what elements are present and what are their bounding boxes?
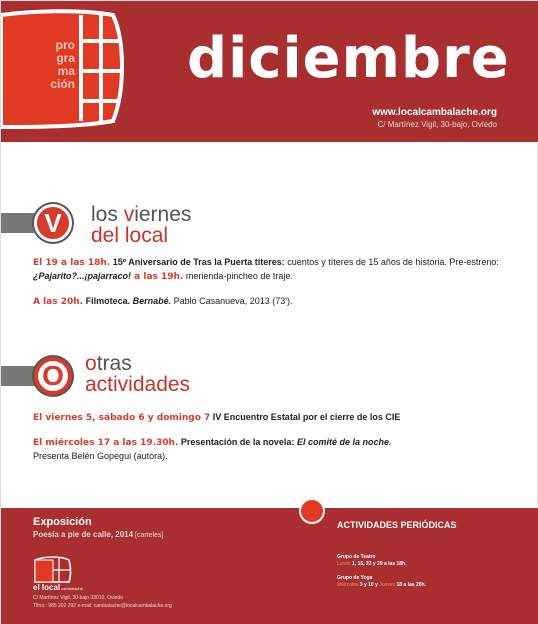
group-name: Grupo de Teatro [337, 554, 376, 560]
viernes-event-2 [33, 295, 503, 309]
expo-subtitle [33, 530, 163, 539]
group-schedule [337, 582, 426, 588]
event-desc: Presenta Belén Gopegui (autora). [33, 451, 168, 461]
prog-line: ma [57, 64, 75, 78]
title-highlight: o [85, 352, 97, 375]
schedule-dates: 3 y 10 y [359, 582, 380, 588]
event-name: IV Encuentro Estatal por el cierre de los CIE [210, 412, 401, 422]
contact-line: Tlfno.: 985 202 292 e-mail: cambalache@localcambalache.org [33, 603, 172, 609]
event-date: El viernes 5, sábado 6 y domingo 7 [33, 413, 211, 423]
expo-name: Poesía a pie de calle, 2014 [33, 530, 134, 539]
circle-decoration [299, 498, 325, 524]
schedule-dates: 18 a las 20h. [396, 582, 426, 588]
title-text: iernes [134, 203, 192, 226]
prog-line: ción [50, 77, 75, 91]
address-line: C/ Martínez Vigil, 30-bajo 33010, Oviedo [33, 595, 123, 601]
event-desc: Pablo Casanueva, 2013 (73'). [171, 296, 293, 306]
event-title: ¿Pajarito?...¡pajarraco! [33, 271, 132, 281]
expo-title: Exposición [33, 516, 92, 528]
viernes-title-line2: del local [91, 224, 169, 247]
schedule-day: Lunes [337, 561, 353, 567]
schedule-day: Jueves [379, 582, 397, 588]
local-name-text: el local [33, 583, 61, 592]
schedule-day: Miércoles [337, 582, 360, 588]
event-desc: cuentos y títeres de 15 años de historia. Pre-estreno: [284, 257, 499, 267]
prog-line: pro [55, 38, 75, 52]
event-name: 15º Aniversario de Tras la Puerta títeres: [110, 257, 285, 267]
group-schedule [337, 561, 407, 567]
local-logo-icon [33, 554, 73, 584]
otras-title-line2: actividades [85, 373, 191, 396]
otras-badge: O [34, 357, 72, 395]
title-text: tras [96, 352, 132, 375]
event-time: A las 20h. [33, 297, 84, 307]
footer-address [33, 594, 233, 610]
event-name: Presentación de la novela: [178, 437, 297, 447]
otras-title [85, 353, 190, 395]
actividades-title: ACTIVIDADES PERIÓDICAS [337, 520, 457, 530]
event-time: a las 19h. [131, 272, 184, 282]
expo-tag: [carteles] [133, 532, 164, 539]
actividades-list [337, 554, 517, 589]
website-link[interactable]: www.localcambalache.org [372, 107, 497, 118]
prog-line: gra [56, 51, 75, 65]
event-title: Bernabé. [130, 296, 172, 306]
group-name: Grupo de Yoga [337, 575, 373, 581]
schedule-dates: 1, 15, 22 y 29 a las 18h. [352, 561, 407, 567]
viernes-title [91, 204, 191, 246]
title-text: los [91, 203, 124, 226]
event-name: Filmoteca. [83, 296, 131, 306]
local-name [33, 583, 83, 592]
viernes-badge: V [34, 204, 72, 242]
event-desc: merienda-pincheo de traje. [183, 271, 293, 281]
viernes-event-1 [33, 256, 503, 284]
otras-title-line1 [85, 353, 190, 374]
otras-event-2 [33, 436, 503, 463]
otras-event-1 [33, 411, 503, 425]
event-date: El miércoles 17 a las 19.30h. [33, 438, 179, 448]
header-address: C/ Martínez Vigil, 30-bajo, Oviedo [377, 120, 497, 129]
month-title: diciembre [187, 26, 510, 91]
event-date: El 19 a las 18h. [33, 258, 111, 268]
title-highlight: v [123, 203, 135, 226]
viernes-title-line1 [91, 204, 191, 225]
event-title: El comité de la noche. [296, 437, 392, 447]
programacion-label [35, 39, 75, 91]
local-name-small: cambalache [60, 586, 83, 591]
